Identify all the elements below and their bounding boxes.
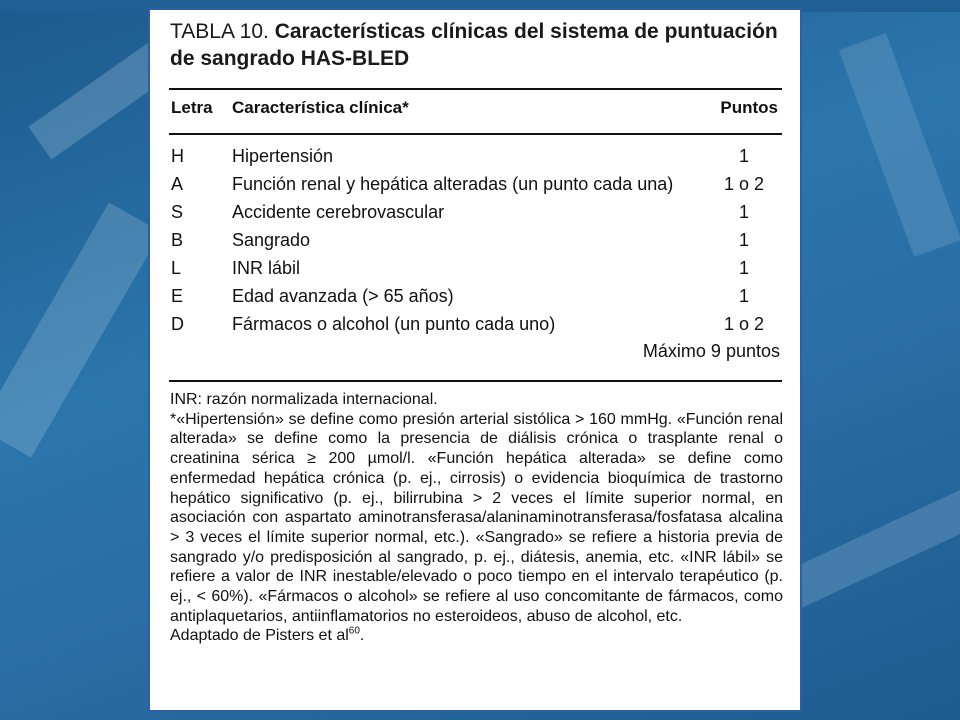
table-title <box>170 18 790 72</box>
row-feature: Edad avanzada (> 65 años) <box>232 286 454 306</box>
source-text: Adaptado de Pisters et al <box>170 627 349 645</box>
header-letter: Letra <box>171 98 213 117</box>
table-body <box>150 144 800 340</box>
row-letter: D <box>171 314 184 334</box>
background-band <box>0 202 161 457</box>
background-band <box>839 33 960 257</box>
row-points: 1 <box>738 146 749 166</box>
table-row <box>150 172 800 200</box>
table-footnotes <box>170 390 783 646</box>
table-row <box>150 144 800 172</box>
row-feature: Función renal y hepática alteradas (un punto cada una) <box>232 174 674 194</box>
table-title-text: Características clínicas del sistema de puntuación de sangrado HAS-BLED <box>170 20 778 70</box>
bottom-rule <box>169 380 782 382</box>
table-row <box>150 228 800 256</box>
row-points: 1 o 2 <box>723 314 765 334</box>
row-feature: Hipertensión <box>232 146 334 166</box>
row-points: 1 o 2 <box>723 174 765 194</box>
source-reference: 60 <box>348 626 360 638</box>
table-header <box>150 98 800 122</box>
table-row <box>150 256 800 284</box>
header-feature: Característica clínica* <box>232 98 409 117</box>
table-card <box>148 8 802 712</box>
table-row <box>150 200 800 228</box>
row-feature: Fármacos o alcohol (un punto cada uno) <box>232 314 556 334</box>
row-points: 1 <box>738 230 749 250</box>
header-points: Puntos <box>720 98 778 117</box>
row-points: 1 <box>738 202 749 222</box>
row-letter: L <box>171 258 182 278</box>
max-score: Máximo 9 puntos <box>642 341 780 361</box>
row-letter: H <box>171 146 184 166</box>
table-row <box>150 312 800 340</box>
row-feature: Accidente cerebrovascular <box>232 202 445 222</box>
row-letter: B <box>171 230 184 250</box>
definition-note: *«Hipertensión» se define como presión arterial sistólica > 160 mmHg. «Función renal alterada» se define como la presencia de diálisis crónica o trasplante renal o creatinina sérica ≥ 200 µmol/l. «Función hepática alterada» se define como enfermedad hepática crónica (p. ej., cirrosis) o evidencia bioquímica de trastorno hepático significativo (p. ej., bilirrubina > 2 veces el límite superior normal, en asociación con aspartato aminotransferasa/alaninaminotransferasa/fosfatasa alcalina > 3 veces el límite superior normal, etc.). «Sangrado» se refiere a historia previa de sangrado y/o predisposición al sangrado, p. ej., diátesis, anemia, etc. «INR lábil» se refiere a valor de INR inestable/elevado o poco tiempo en el intervalo terapéutico (p. ej., < 60%). «Fármacos o alcohol» se refiere al uso concomitante de fármacos, como antiplaquetarios, antiinflamatorios no esteroideos, abuso de alcohol, etc. <box>170 410 783 625</box>
row-feature: Sangrado <box>232 230 311 250</box>
row-letter: S <box>171 202 184 222</box>
source-end: . <box>359 627 365 645</box>
row-points: 1 <box>738 286 749 306</box>
top-rule <box>169 88 782 90</box>
source-note <box>170 626 783 646</box>
background-band <box>783 471 960 609</box>
row-feature: INR lábil <box>232 258 301 278</box>
table-row <box>150 284 800 312</box>
row-letter: A <box>171 174 184 194</box>
header-rule <box>169 133 782 135</box>
row-letter: E <box>171 286 184 306</box>
row-points: 1 <box>738 258 749 278</box>
table-number: TABLA 10. <box>170 20 269 43</box>
abbreviation-note: INR: razón normalizada internacional. <box>170 391 438 408</box>
